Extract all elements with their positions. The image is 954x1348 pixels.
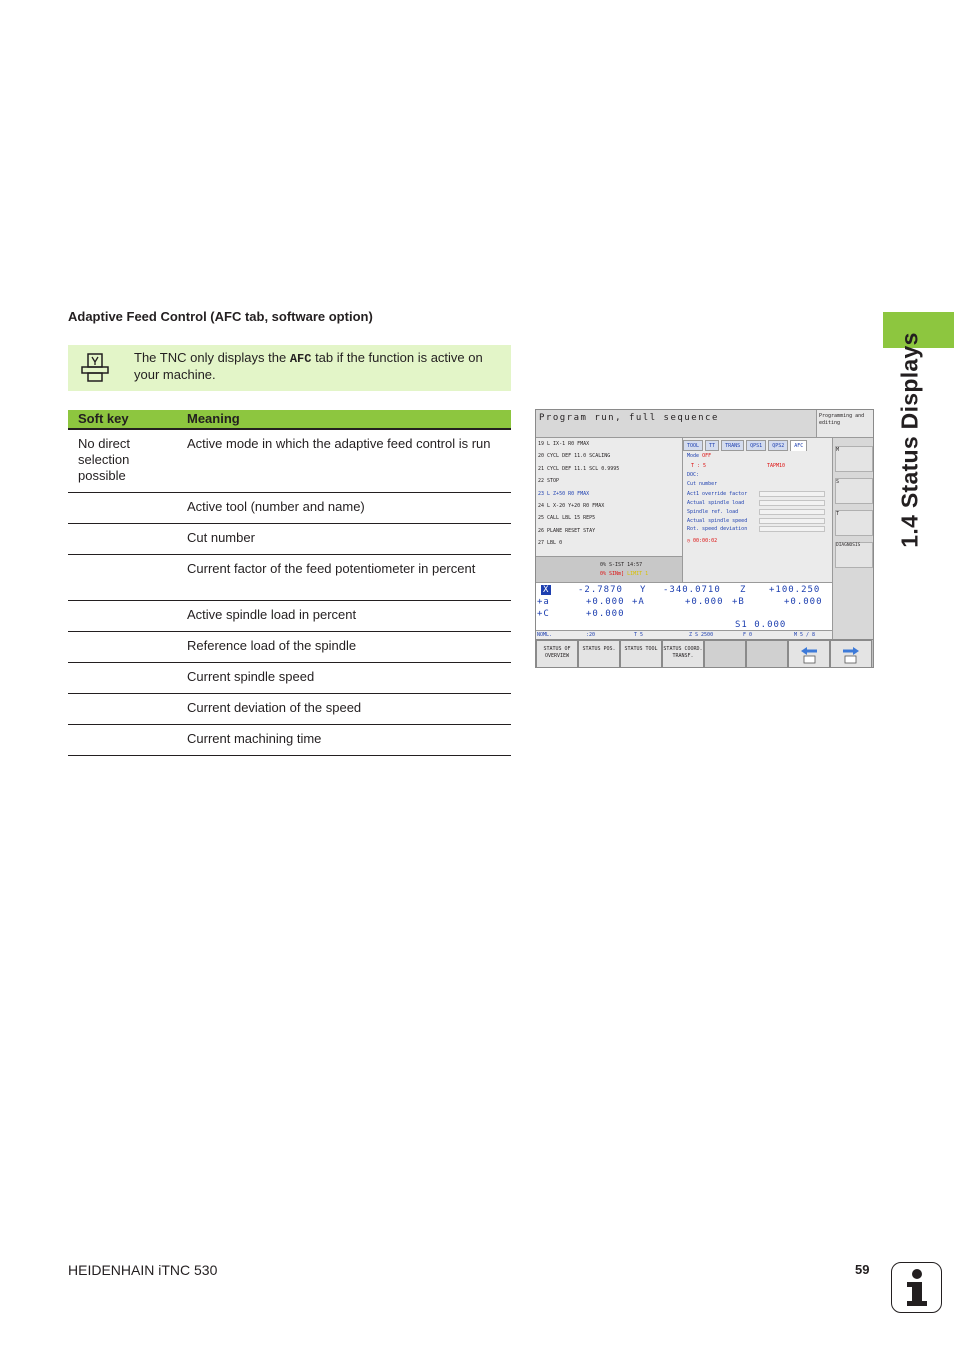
afc-time-row bbox=[687, 538, 717, 544]
meaning-cell: Active tool (number and name) bbox=[177, 493, 511, 524]
table-row bbox=[68, 601, 511, 632]
program-line[interactable]: 24 L X-20 Y+20 R0 FMAX bbox=[538, 502, 605, 509]
spindle-value: S1 0.000 bbox=[735, 620, 787, 630]
page-number: 59 bbox=[855, 1262, 870, 1277]
info-icon bbox=[891, 1262, 942, 1313]
softkey-row bbox=[536, 639, 874, 668]
softkey-cell: No direct selection possible bbox=[68, 429, 177, 493]
axis-name: X bbox=[543, 585, 550, 595]
meaning-cell: Current deviation of the speed bbox=[177, 694, 511, 725]
softkey-cell bbox=[68, 632, 177, 663]
softkey-cell bbox=[68, 555, 177, 601]
note-keyword: AFC bbox=[289, 352, 312, 366]
softkey-status-coord-transf[interactable]: STATUS COORD. TRANSF. bbox=[662, 640, 704, 668]
meaning-cell: Current factor of the feed potentiometer in percent bbox=[177, 555, 511, 601]
arrow-right-icon bbox=[841, 646, 861, 664]
softkey-cell bbox=[68, 601, 177, 632]
section-title: Adaptive Feed Control (AFC tab, software option) bbox=[68, 309, 373, 324]
tool-value: T 5 bbox=[634, 632, 644, 638]
note-box bbox=[68, 345, 511, 391]
programming-mode-button[interactable]: Programming and editing bbox=[816, 410, 874, 438]
meaning-cell: Active spindle load in percent bbox=[177, 601, 511, 632]
spindle-status-line: 0% S-IST 14:57 bbox=[600, 562, 643, 568]
meaning-cell: Current spindle speed bbox=[177, 663, 511, 694]
machine-status-column bbox=[832, 438, 874, 639]
nominal-label: NOML. bbox=[537, 632, 553, 638]
clock-icon: ◷ bbox=[687, 538, 691, 544]
info-glyph-icon bbox=[892, 1263, 940, 1311]
softkey-status-pos[interactable]: STATUS POS. bbox=[578, 640, 620, 668]
meaning-cell: Current machining time bbox=[177, 725, 511, 756]
m-value: M 5 / 8 bbox=[794, 632, 816, 638]
afc-status-window bbox=[682, 438, 832, 582]
afc-tool-number: T : 5 bbox=[691, 463, 707, 469]
program-line[interactable]: 20 CYCL DEF 11.0 SCALING bbox=[538, 453, 611, 460]
status-tabs bbox=[683, 440, 832, 452]
arrow-left-icon bbox=[799, 646, 819, 664]
softkey-status-overview[interactable]: STATUS OF OVERVIEW bbox=[536, 640, 578, 668]
m-label: M bbox=[836, 447, 840, 453]
axis-name: +C bbox=[537, 609, 550, 619]
afc-doc: DOC: bbox=[687, 472, 700, 478]
note-text bbox=[134, 350, 504, 383]
axis-name: +A bbox=[632, 597, 645, 607]
position-display bbox=[536, 582, 832, 630]
tab-tool[interactable]: TOOL bbox=[683, 440, 703, 451]
afc-field-value bbox=[759, 518, 825, 524]
axis-value: -340.0710 bbox=[663, 585, 721, 595]
softkey-cell bbox=[68, 493, 177, 524]
axis-value: -2.7870 bbox=[578, 585, 623, 595]
afc-mode-label: Mode bbox=[687, 453, 700, 459]
axis-name: Y bbox=[640, 585, 647, 595]
note-text-before: The TNC only displays the bbox=[134, 350, 290, 365]
tab-afc[interactable]: AFC bbox=[790, 440, 807, 451]
afc-cut-number: Cut number bbox=[687, 481, 718, 487]
program-window bbox=[536, 438, 682, 556]
chapter-title: 1.4 Status Displays bbox=[896, 332, 923, 548]
axis-row bbox=[536, 597, 832, 609]
afc-field-label: Act1 override factor bbox=[687, 491, 748, 497]
meaning-cell: Cut number bbox=[177, 524, 511, 555]
spindle-limit-yellow: LIMIT 1 bbox=[627, 571, 649, 577]
axis-value: +100.250 bbox=[769, 585, 821, 595]
afc-field-label: Spindle ref. load bbox=[687, 509, 739, 515]
spindle-status bbox=[536, 556, 682, 582]
afc-field-label: Actual spindle load bbox=[687, 500, 745, 506]
spindle-limit-red: 0% SINm] bbox=[600, 571, 625, 577]
table-row bbox=[68, 725, 511, 756]
afc-time: 00:00:02 bbox=[693, 538, 718, 544]
afc-field-value bbox=[759, 491, 825, 497]
footer-product: HEIDENHAIN iTNC 530 bbox=[68, 1262, 218, 1278]
afc-field-value bbox=[759, 509, 825, 515]
axis-name: Z bbox=[740, 585, 747, 595]
spindle-limit-line bbox=[600, 571, 648, 577]
tab-tt[interactable]: TT bbox=[705, 440, 719, 451]
program-line-active[interactable]: 23 L Z+50 R0 FMAX bbox=[538, 490, 590, 497]
program-line[interactable]: 27 LBL 0 bbox=[538, 540, 563, 547]
softkey-page-forward[interactable] bbox=[830, 640, 872, 668]
table-row bbox=[68, 694, 511, 725]
note-text-after: tab if the function is active on your machine. bbox=[134, 350, 483, 382]
status-bar bbox=[536, 630, 832, 639]
table-row bbox=[68, 493, 511, 524]
tab-qps1[interactable]: QPS1 bbox=[746, 440, 766, 451]
table-header-row bbox=[68, 410, 511, 429]
diagnosis-button[interactable] bbox=[835, 542, 873, 568]
tab-qps2[interactable]: QPS2 bbox=[768, 440, 788, 451]
operating-mode-title: Program run, full sequence bbox=[536, 410, 816, 438]
afc-field-value bbox=[759, 500, 825, 506]
column-header-softkey: Soft key bbox=[68, 410, 177, 429]
axis-speed-value: Z S 2500 bbox=[689, 632, 714, 638]
machine-icon bbox=[80, 353, 110, 383]
table-row bbox=[68, 429, 511, 493]
softkey-page-back[interactable] bbox=[788, 640, 830, 668]
afc-tool bbox=[691, 463, 706, 469]
t-label: T bbox=[836, 511, 840, 517]
dot-value: :20 bbox=[586, 632, 596, 638]
afc-mode bbox=[687, 453, 711, 459]
feed-value: F 0 bbox=[743, 632, 753, 638]
axis-row bbox=[536, 585, 832, 597]
meaning-cell: Reference load of the spindle bbox=[177, 632, 511, 663]
meaning-cell: Active mode in which the adaptive feed control is run bbox=[177, 429, 511, 493]
softkey-cell bbox=[68, 663, 177, 694]
softkey-cell bbox=[68, 694, 177, 725]
softkey-cell bbox=[68, 524, 177, 555]
axis-name: +B bbox=[732, 597, 745, 607]
softkey-empty[interactable] bbox=[746, 640, 788, 668]
tool-box bbox=[835, 510, 873, 536]
afc-field-value bbox=[759, 526, 825, 532]
axis-value: +0.000 bbox=[586, 597, 625, 607]
afc-field-label: Actual spindle speed bbox=[687, 518, 748, 524]
afc-tool-name: TAPM10 bbox=[767, 463, 786, 469]
program-line[interactable]: 19 L IX-1 R0 FMAX bbox=[538, 441, 590, 447]
table-row bbox=[68, 555, 511, 601]
afc-field-label: Rot. speed deviation bbox=[687, 526, 748, 532]
diagnosis-label: DIAGNOSIS bbox=[836, 543, 861, 548]
program-line[interactable]: 26 PLANE RESET STAY bbox=[538, 527, 596, 534]
softkey-table bbox=[68, 410, 511, 756]
program-line[interactable]: 25 CALL LBL 15 REP5 bbox=[538, 515, 596, 522]
axis-name: +a bbox=[537, 597, 550, 607]
axis-value: +0.000 bbox=[685, 597, 724, 607]
axis-value: +0.000 bbox=[586, 609, 625, 619]
table-row bbox=[68, 663, 511, 694]
softkey-empty[interactable] bbox=[704, 640, 746, 668]
program-line[interactable]: 22 STOP bbox=[538, 478, 560, 485]
softkey-cell bbox=[68, 725, 177, 756]
softkey-status-tool[interactable]: STATUS TOOL bbox=[620, 640, 662, 668]
tnc-screen bbox=[535, 409, 874, 668]
afc-mode-value: OFF bbox=[702, 453, 712, 459]
spindle-box bbox=[835, 478, 873, 504]
tab-trans[interactable]: TRANS bbox=[721, 440, 744, 451]
program-line[interactable]: 21 CYCL DEF 11.1 SCL 0.9995 bbox=[538, 465, 620, 472]
s-label: S bbox=[836, 479, 840, 485]
table-row bbox=[68, 632, 511, 663]
column-header-meaning: Meaning bbox=[177, 410, 511, 429]
table-row bbox=[68, 524, 511, 555]
m-function-box bbox=[835, 446, 873, 472]
axis-value: +0.000 bbox=[784, 597, 823, 607]
afc-tool-name-row bbox=[767, 463, 785, 469]
